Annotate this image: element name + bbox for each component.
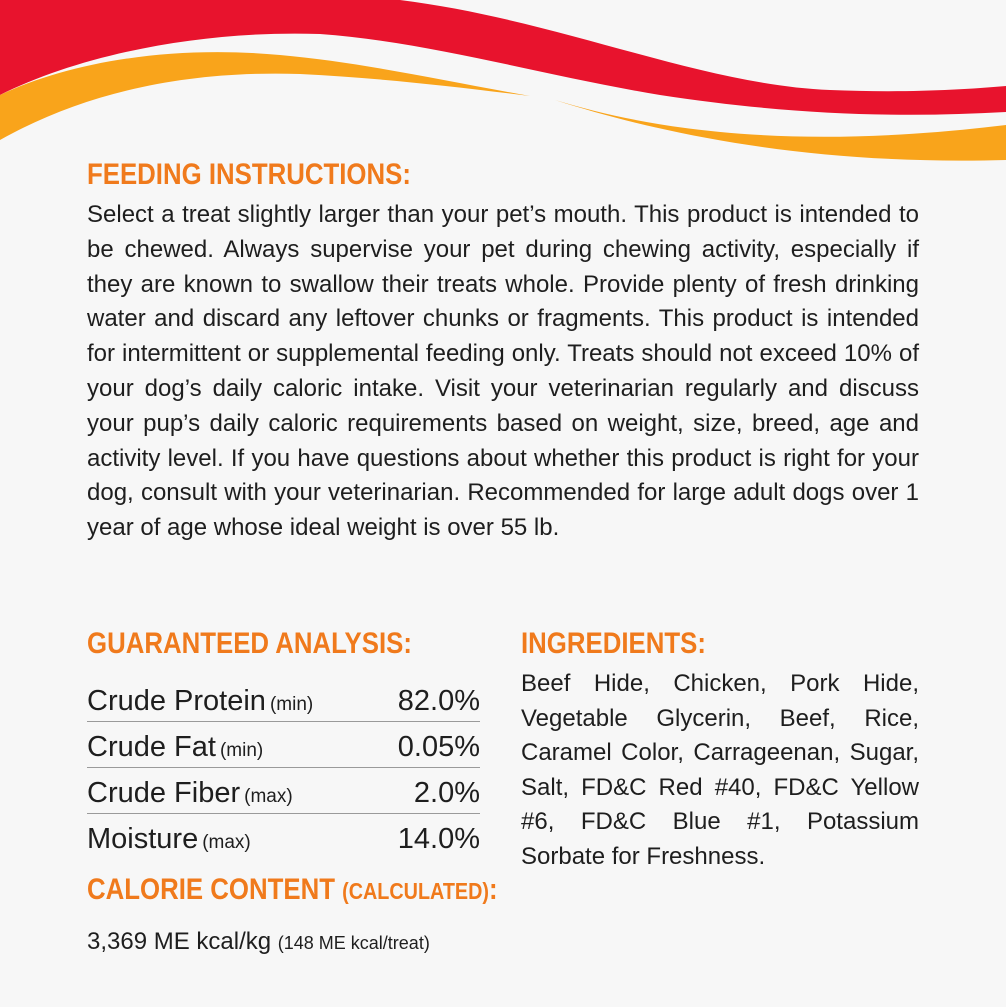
feeding-instructions-text: Select a treat slightly larger than your pet’s mouth. This product is intended to be chewed. Always supervise your pet during chewing activity, especially if they are known to swallow their treats whole. Provide plenty of fresh drinking water and discard any leftover chunks or fragments. This product is intended for intermittent or supplemental feeding only. Treats should not exceed 10% of your dog’s daily caloric intake. Visit your veterinarian regularly and discuss your pup’s daily caloric requirements based on weight, size, breed, age and activity level. If you have questions about whether this product is right for your dog, consult with your veterinarian. Recommended for large adult dogs over 1 year of age whose ideal weight is over 55 lb. (87, 201, 919, 542)
table-row (87, 676, 480, 722)
nutrient-value: 14.0% (397, 823, 480, 855)
table-row (87, 768, 480, 814)
calorie-content-value: 3,369 ME kcal/kg (148 ME kcal/treat) (87, 928, 430, 955)
nutrient-label: Crude Fiber (max) (87, 777, 293, 809)
ingredients-text: Beef Hide, Chicken, Pork Hide, Vegetable Glycerin, Beef, Rice, Caramel Color, Carrageenan, Sugar, Salt, FD&C Red #40, FD&C Yellow #6, FD&C Blue #1, Potassium Sorbate for Freshness. (521, 670, 919, 870)
guaranteed-analysis-heading: GUARANTEED ANALYSIS: (87, 627, 412, 660)
ingredients-heading: INGREDIENTS: (521, 627, 706, 660)
decorative-waves (0, 0, 1006, 180)
orange-wave-left (0, 52, 530, 140)
calorie-per-treat: (148 ME kcal/treat) (277, 933, 430, 953)
nutrient-label: Crude Protein (min) (87, 685, 314, 717)
calorie-content-heading: CALORIE CONTENT (CALCULATED): (87, 873, 498, 906)
feeding-instructions-heading: FEEDING INSTRUCTIONS: (87, 158, 411, 191)
nutrient-value: 82.0% (397, 685, 480, 717)
nutrient-label: Moisture (max) (87, 823, 251, 855)
nutrient-label: Crude Fat (min) (87, 731, 264, 763)
nutrient-value: 0.05% (397, 731, 480, 763)
guaranteed-analysis-table (87, 676, 480, 859)
calculated-qualifier: (CALCULATED) (342, 878, 489, 904)
nutrient-value: 2.0% (413, 777, 480, 809)
